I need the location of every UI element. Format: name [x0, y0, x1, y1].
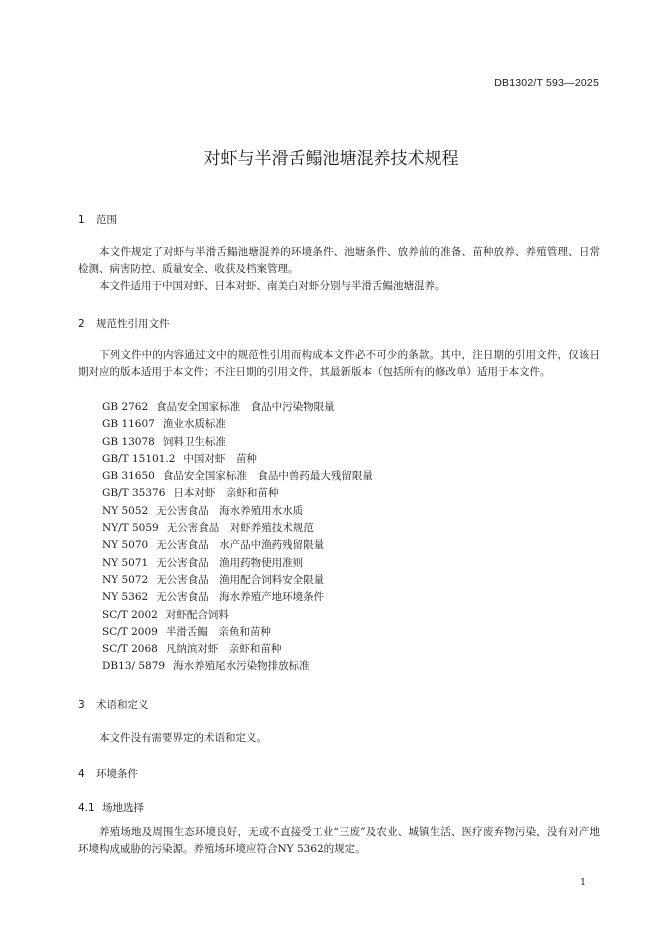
reference-title: 凡纳滨对虾 亲虾和苗种	[165, 643, 282, 656]
reference-item	[102, 468, 373, 485]
standard-code: DB1302/T 593—2025	[494, 77, 599, 89]
reference-title: 对虾配合饲料	[165, 608, 229, 621]
reference-item	[102, 658, 373, 675]
reference-item	[102, 589, 373, 606]
reference-title: 半滑舌鳎 亲鱼和苗种	[165, 625, 271, 638]
reference-item	[102, 520, 373, 537]
subsection-number: 4.1	[78, 802, 95, 814]
reference-title: 海水养殖尾水污染物排放标准	[173, 660, 310, 673]
reference-code: GB 13078	[102, 435, 155, 448]
reference-code: GB 2762	[102, 401, 149, 413]
section-number: 2	[78, 318, 85, 330]
reference-title: 无公害食品 水产品中渔药残留限量	[156, 539, 325, 552]
reference-item	[102, 537, 373, 554]
reference-code: GB/T 35376	[102, 487, 166, 500]
reference-title: 无公害食品 渔用配合饲料安全限量	[156, 573, 325, 586]
scope-paragraph-2: 本文件适用于中国对虾、日本对虾、南美白对虾分别与半滑舌鳎池塘混养。	[99, 280, 446, 292]
terms-paragraph: 本文件没有需要界定的术语和定义。	[99, 732, 267, 744]
reference-list	[102, 399, 373, 676]
normative-intro-paragraph: 下列文件中的内容通过文中的规范性引用而构成本文件必不可少的条款。其中，注日期的引用文件，仅该日期对应的版本适用于本文件；不注日期的引用文件，其最新版本（包括所有的修改单）适用于本文件。	[78, 349, 600, 378]
reference-code: GB 11607	[102, 418, 155, 431]
reference-item	[102, 399, 373, 416]
section-title: 规范性引用文件	[96, 318, 170, 330]
section-title: 范围	[96, 214, 117, 226]
reference-code: GB 31650	[102, 470, 155, 483]
reference-item	[102, 572, 373, 589]
reference-code: SC/T 2002	[102, 608, 158, 621]
section-number: 4	[78, 768, 85, 780]
reference-item	[102, 607, 373, 624]
section-title: 环境条件	[96, 768, 138, 780]
reference-title: 食品安全国家标准 食品中污染物限量	[156, 401, 335, 413]
section-heading-environment	[78, 766, 138, 781]
reference-code: GB/T 15101.2	[102, 452, 176, 465]
reference-title: 无公害食品 海水养殖用水水质	[156, 504, 304, 517]
reference-title: 无公害食品 海水养殖产地环境条件	[156, 591, 325, 604]
reference-title: 无公害食品 对虾养殖技术规范	[166, 522, 314, 535]
reference-item	[102, 451, 373, 468]
reference-item	[102, 624, 373, 641]
section-heading-normative-references	[78, 316, 170, 331]
reference-title: 中国对虾 苗种	[183, 452, 257, 465]
reference-title: 饲料卫生标准	[162, 435, 226, 448]
reference-item	[102, 641, 373, 658]
reference-code: NY 5070	[102, 539, 149, 552]
reference-code: SC/T 2068	[102, 643, 158, 656]
scope-paragraph-1: 本文件规定了对虾与半滑舌鳎池塘混养的环境条件、池塘条件、放养前的准备、苗种放养、养殖管理、日常检测、病害防控、质量安全、收获及档案管理。	[78, 246, 600, 275]
subsection-title: 场地选择	[102, 802, 144, 814]
reference-item	[102, 416, 373, 433]
reference-code: NY 5072	[102, 573, 149, 586]
site-selection-paragraph: 养殖场地及周围生态环境良好，无或不直接受工业“三废”及农业、城镇生活、医疗废弃物污染，没有对产地环境构成威胁的污染源。养殖场环境应符合NY 5362的规定。	[78, 826, 600, 855]
reference-item	[102, 434, 373, 451]
reference-title: 渔业水质标准	[162, 418, 226, 431]
page-number: 1	[580, 877, 587, 888]
document-title: 对虾与半滑舌鳎池塘混养技术规程	[203, 149, 459, 169]
reference-code: SC/T 2009	[102, 625, 158, 638]
reference-code: DB13/ 5879	[102, 660, 166, 673]
section-heading-terms	[78, 697, 149, 712]
reference-item	[102, 503, 373, 520]
reference-code: NY 5362	[102, 591, 149, 604]
reference-item	[102, 485, 373, 502]
reference-item	[102, 555, 373, 572]
reference-title: 食品安全国家标准 食品中兽药最大残留限量	[162, 470, 373, 483]
section-number: 3	[78, 699, 85, 711]
section-number: 1	[78, 214, 85, 226]
section-heading-scope	[78, 212, 117, 227]
reference-title: 日本对虾 亲虾和苗种	[173, 487, 279, 500]
reference-title: 无公害食品 渔用药物使用准则	[156, 556, 304, 569]
reference-code: NY 5052	[102, 504, 149, 517]
reference-code: NY 5071	[102, 556, 149, 569]
section-title: 术语和定义	[96, 699, 149, 711]
subsection-heading-site-selection	[78, 800, 144, 815]
reference-code: NY/T 5059	[102, 522, 159, 535]
